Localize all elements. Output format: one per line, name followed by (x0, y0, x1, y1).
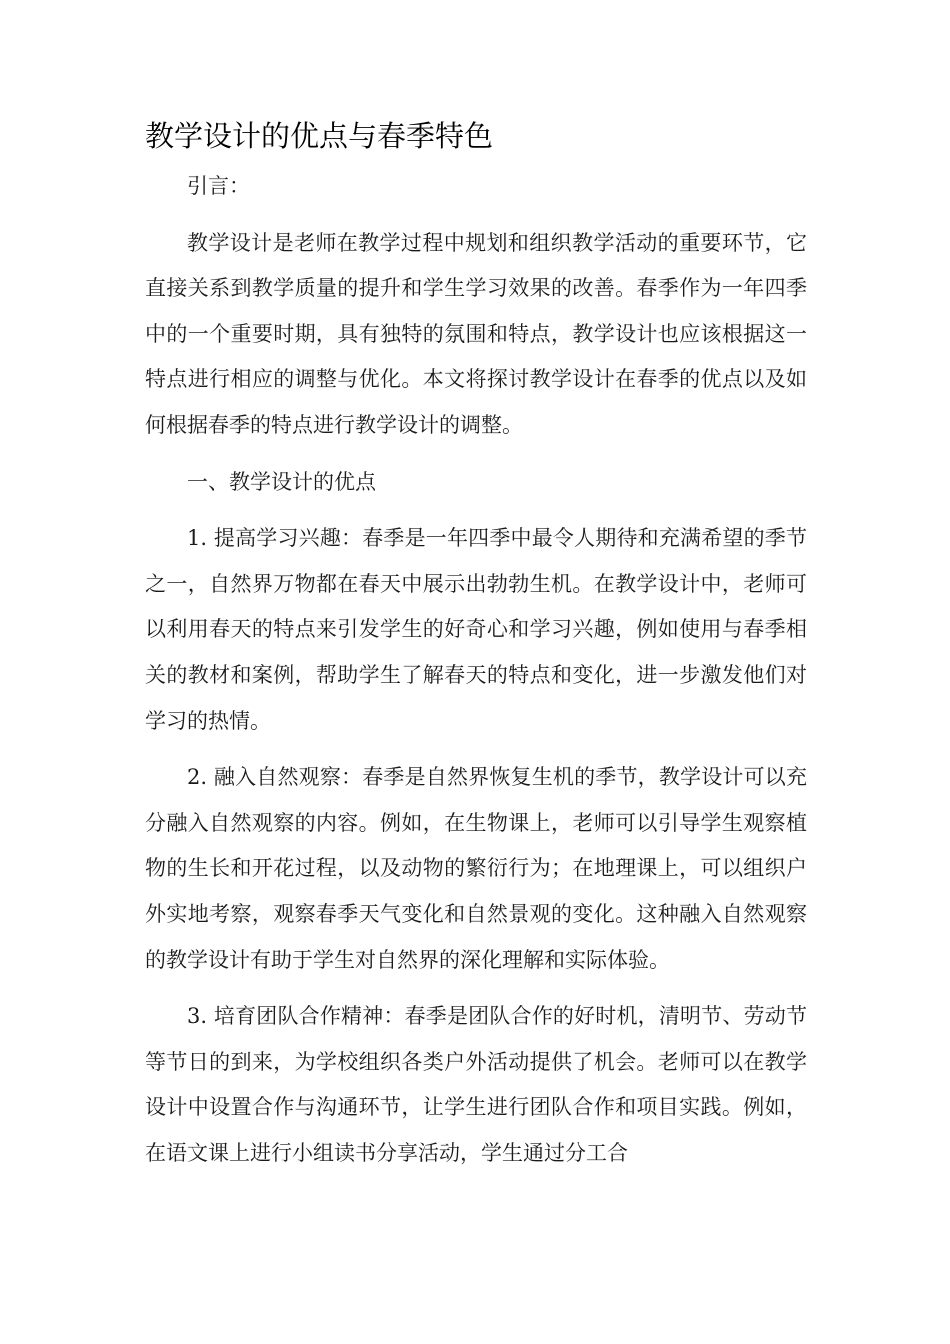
point-3-paragraph: 3. 培育团队合作精神：春季是团队合作的好时机，清明节、劳动节等节日的到来，为学校组织各类户外活动提供了机会。老师可以在教学设计中设置合作与沟通环节，让学生进行团队合作和项目实践。例如，在语文课上进行小组读书分享活动，学生通过分工合 (145, 1004, 807, 1165)
document-body (145, 164, 807, 1187)
point-2-paragraph: 2. 融入自然观察：春季是自然界恢复生机的季节，教学设计可以充分融入自然观察的内容。例如，在生物课上，老师可以引导学生观察植物的生长和开花过程，以及动物的繁衍行为；在地理课上，可以组织户外实地考察，观察春季天气变化和自然景观的变化。这种融入自然观察的教学设计有助于学生对自然界的深化理解和实际体验。 (145, 765, 807, 972)
intro-paragraph: 教学设计是老师在教学过程中规划和组织教学活动的重要环节，它直接关系到教学质量的提升和学生学习效果的改善。春季作为一年四季中的一个重要时期，具有独特的氛围和特点，教学设计也应该根据这一特点进行相应的调整与优化。本文将探讨教学设计在春季的优点以及如何根据春季的特点进行教学设计的调整。 (145, 230, 807, 437)
document-title: 教学设计的优点与春季特色 (145, 119, 494, 153)
section-heading: 一、教学设计的优点 (187, 469, 376, 494)
point-1-paragraph: 1. 提高学习兴趣：春季是一年四季中最令人期待和充满希望的季节之一，自然界万物都在春天中展示出勃勃生机。在教学设计中，老师可以利用春天的特点来引发学生的好奇心和学习兴趣，例如使用与春季相关的教材和案例，帮助学生了解春天的特点和变化，进一步激发他们对学习的热情。 (145, 526, 807, 733)
intro-label: 引言： (187, 174, 250, 198)
